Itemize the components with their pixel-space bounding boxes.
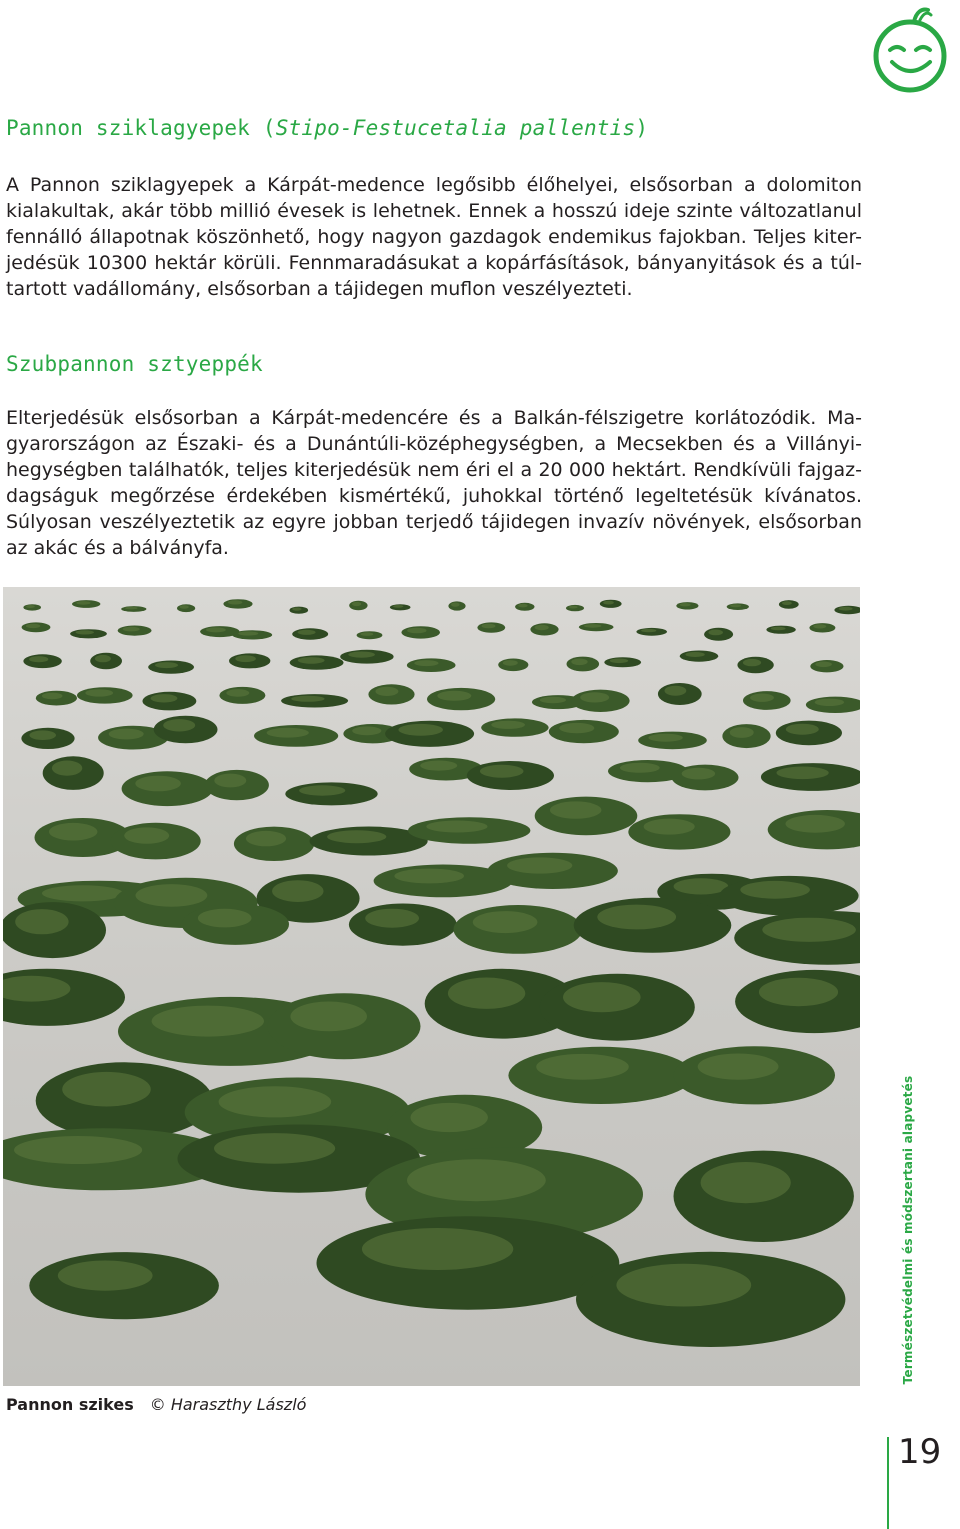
running-title-text: Természetvédelmi és módszertani alapvetés	[901, 1075, 915, 1385]
grass-tuft-highlight	[124, 827, 169, 843]
grass-tuft-highlight	[226, 689, 249, 697]
grass-tuft-highlight	[398, 724, 443, 736]
grass-tuft-highlight	[136, 884, 208, 907]
grass-tuft-highlight	[448, 978, 525, 1009]
grass-tuft-highlight	[584, 624, 601, 628]
latin-name: Stipo-Festucetalia pallentis	[275, 116, 636, 140]
grass-tuft-highlight	[426, 821, 487, 833]
text-line: az akác és a bálványfa.	[6, 537, 229, 559]
text-line: A Pannon sziklagyepek a Kárpát-medence legősibb élőhelyei, elsősorban a dolomiton	[6, 174, 862, 196]
grass-tuft-highlight	[214, 1133, 335, 1164]
grass-tuft-highlight	[292, 608, 301, 611]
grass-tuft-highlight	[762, 918, 856, 942]
grass-tuft-highlight	[327, 830, 386, 843]
grass-tuft-highlight	[42, 885, 123, 901]
grass-tuft-highlight	[571, 659, 587, 666]
grass-tuft-highlight	[151, 694, 178, 702]
grass-tuft-highlight	[708, 630, 723, 636]
grass-tuft-highlight	[272, 880, 323, 902]
grass-tuft-highlight	[375, 687, 398, 696]
text-line: Súlyosan veszélyeztetik az egyre jobban terjedő tájidegen invazív növények, elsősorban	[6, 511, 862, 533]
grass-tuft-highlight	[491, 721, 525, 729]
grass-tuft-highlight	[407, 1159, 546, 1201]
grass-tuft-highlight	[563, 982, 641, 1012]
grass-tuft-highlight	[246, 831, 286, 846]
grass-tuft-highlight	[62, 1072, 151, 1107]
grass-tuft-highlight	[352, 726, 381, 735]
grass-tuft-highlight	[507, 857, 572, 873]
grass-tuft-highlight	[503, 660, 518, 666]
grass-tuft-highlight	[206, 627, 226, 632]
grass-tuft-highlight	[839, 607, 853, 611]
grass-tuft-highlight	[740, 881, 810, 899]
grass-tuft-highlight	[610, 659, 628, 664]
grass-tuft-highlight	[698, 1054, 779, 1080]
grass-tuft-highlight	[782, 601, 792, 605]
grass-tuft-highlight	[299, 785, 345, 795]
grass-tuft-highlight	[644, 819, 695, 835]
grass-tuft-highlight	[701, 1162, 791, 1203]
grass-tuft-highlight	[29, 730, 56, 740]
grass-tuft-highlight	[473, 911, 538, 933]
grass-tuft-highlight	[291, 696, 324, 702]
grass-tuft-highlight	[85, 689, 113, 696]
grass-tuft-highlight	[49, 823, 97, 841]
grass-tuft-highlight	[228, 600, 243, 604]
text-line: gyarországon az Északi- és a Dunántúli-középhegységben, a Mecsekben és a Villányi-	[6, 433, 862, 455]
grassland-photo	[3, 587, 860, 1386]
grass-tuft-highlight	[42, 693, 63, 700]
grass-tuft-highlight	[665, 686, 687, 696]
page-number-rule	[887, 1437, 889, 1529]
grass-tuft-highlight	[180, 605, 189, 608]
grass-tuft-highlight	[52, 761, 82, 776]
grass-tuft-highlight	[750, 694, 774, 702]
grass-tuft-highlight	[743, 659, 761, 666]
grass-tuft-highlight	[352, 602, 361, 606]
grass-tuft-highlight	[76, 630, 94, 634]
grass-tuft-highlight	[394, 869, 464, 884]
grass-tuft-highlight	[535, 625, 549, 630]
grass-tuft-highlight	[777, 767, 829, 780]
grass-tuft-highlight	[214, 774, 246, 788]
grass-tuft-highlight	[411, 1103, 488, 1132]
grass-tuft-highlight	[152, 1006, 264, 1037]
text-line: Elterjedésük elsősorban a Kárpát-medencére és a Balkán-félszigetre korlátozódik. Ma-	[6, 407, 862, 429]
grass-tuft-highlight	[125, 607, 138, 610]
grass-tuft-highlight	[155, 662, 178, 668]
grass-tuft-highlight	[771, 627, 786, 631]
grass-tuft-highlight	[348, 652, 375, 658]
grass-tuft-highlight	[29, 656, 48, 662]
grass-tuft-highlight	[26, 624, 40, 628]
grass-tuft-highlight	[414, 660, 438, 666]
grass-tuft-highlight	[786, 724, 819, 735]
grass-tuft-highlight	[451, 603, 460, 607]
grass-tuft-highlight	[14, 1136, 142, 1164]
grass-tuft-highlight	[682, 768, 715, 780]
grass-tuft-highlight	[26, 605, 35, 608]
page-number: 19	[898, 1432, 942, 1472]
section-title-pannon-sziklagyepek: Pannon sziklagyepek (Stipo-Festucetalia pallentis)	[6, 116, 649, 140]
text-line: kialakultak, akár több millió évesek is lehetnek. Ennek a hosszú ideje szinte változatlanul	[6, 200, 862, 222]
grass-tuft-highlight	[480, 765, 524, 778]
grass-tuft-highlight	[569, 606, 578, 609]
grass-tuft-highlight	[298, 657, 325, 664]
running-title-vertical	[896, 1075, 920, 1385]
grass-tuft-highlight	[648, 734, 682, 742]
grass-tuft-highlight	[815, 662, 832, 668]
grass-tuft-highlight	[135, 776, 181, 792]
grass-tuft-highlight	[759, 978, 838, 1006]
grass-tuft-highlight	[597, 905, 676, 930]
grass-tuft-highlight	[482, 624, 496, 629]
grass-tuft-highlight	[290, 1002, 367, 1032]
caption-credit: © Haraszthy László	[149, 1395, 307, 1414]
grass-tuft-highlight	[620, 763, 660, 773]
grass-tuft-highlight	[550, 801, 601, 818]
grass-tuft-highlight	[365, 909, 419, 928]
grass-tuft-highlight	[95, 655, 111, 662]
caption-title: Pannon szikes	[6, 1395, 134, 1414]
grass-tuft-highlight	[76, 601, 90, 605]
grass-tuft-highlight	[730, 727, 754, 738]
section-title-szubpannon-sztyeppek: Szubpannon sztyeppék	[6, 352, 263, 376]
grass-tuft-highlight	[603, 601, 614, 605]
grass-tuft-highlight	[58, 1261, 153, 1291]
grass-tuft-highlight	[123, 627, 140, 632]
grass-tuft-highlight	[361, 632, 374, 636]
grass-tuft-highlight	[437, 691, 471, 701]
grass-tuft-highlight	[393, 605, 403, 608]
grass-tuft-highlight	[536, 1054, 629, 1080]
grass-tuft-highlight	[518, 604, 528, 608]
grass-tuft-highlight	[298, 630, 316, 635]
grass-tuft-highlight	[815, 699, 844, 706]
grass-tuft-highlight	[540, 697, 566, 703]
grass-tuft-highlight	[680, 603, 691, 606]
grass-tuft-highlight	[235, 655, 256, 662]
text-line: jedésük 10300 hektár körüli. Fennmaradásukat a kopárfásítások, bányanyitások és a túl-	[6, 252, 862, 274]
paragraph-pannon-sziklagyepek	[6, 172, 862, 302]
grass-tuft-highlight	[559, 723, 594, 733]
grass-tuft-highlight	[362, 1228, 513, 1270]
grass-tuft-highlight	[641, 629, 656, 632]
grass-tuft-highlight	[15, 909, 68, 934]
grass-tuft-highlight	[685, 652, 704, 657]
text-line: hegységben találhatók, teljes kiterjedésük nem éri el a 20 000 hektárt. Rendkívüli fajgaz-	[6, 459, 862, 481]
grass-tuft-highlight	[616, 1264, 751, 1307]
grass-tuft-highlight	[580, 692, 609, 702]
grass-tuft-highlight	[730, 604, 741, 607]
grass-tuft-highlight	[674, 878, 729, 894]
grass-tuft-highlight	[238, 631, 258, 635]
text-line: fennálló állapotnak köszönhető, hogy nagyon gazdagok endemikus fajokban. Teljes kiter-	[6, 226, 862, 248]
grass-tuft-highlight	[219, 1086, 332, 1117]
grass-tuft-highlight	[407, 628, 426, 634]
paragraph-szubpannon-sztyeppek	[6, 405, 862, 561]
grass-tuft-highlight	[163, 719, 195, 731]
photo-caption	[6, 1395, 306, 1414]
grass-tuft-highlight	[420, 761, 457, 771]
grass-tuft-highlight	[813, 624, 826, 628]
grass-tuft-highlight	[109, 729, 144, 740]
grass-tuft-highlight	[198, 909, 252, 928]
grass-tuft-highlight	[267, 728, 309, 738]
smiling-face-logo-icon	[864, 4, 956, 96]
text-line: tartott vadállomány, elsősorban a tájidegen muflon veszélyezteti.	[6, 278, 633, 300]
grass-tuft-highlight	[786, 815, 845, 833]
text-line: dagságuk megőrzése érdekében kismértékű, juhokkal történő legeltetésük kívánatos.	[6, 485, 862, 507]
